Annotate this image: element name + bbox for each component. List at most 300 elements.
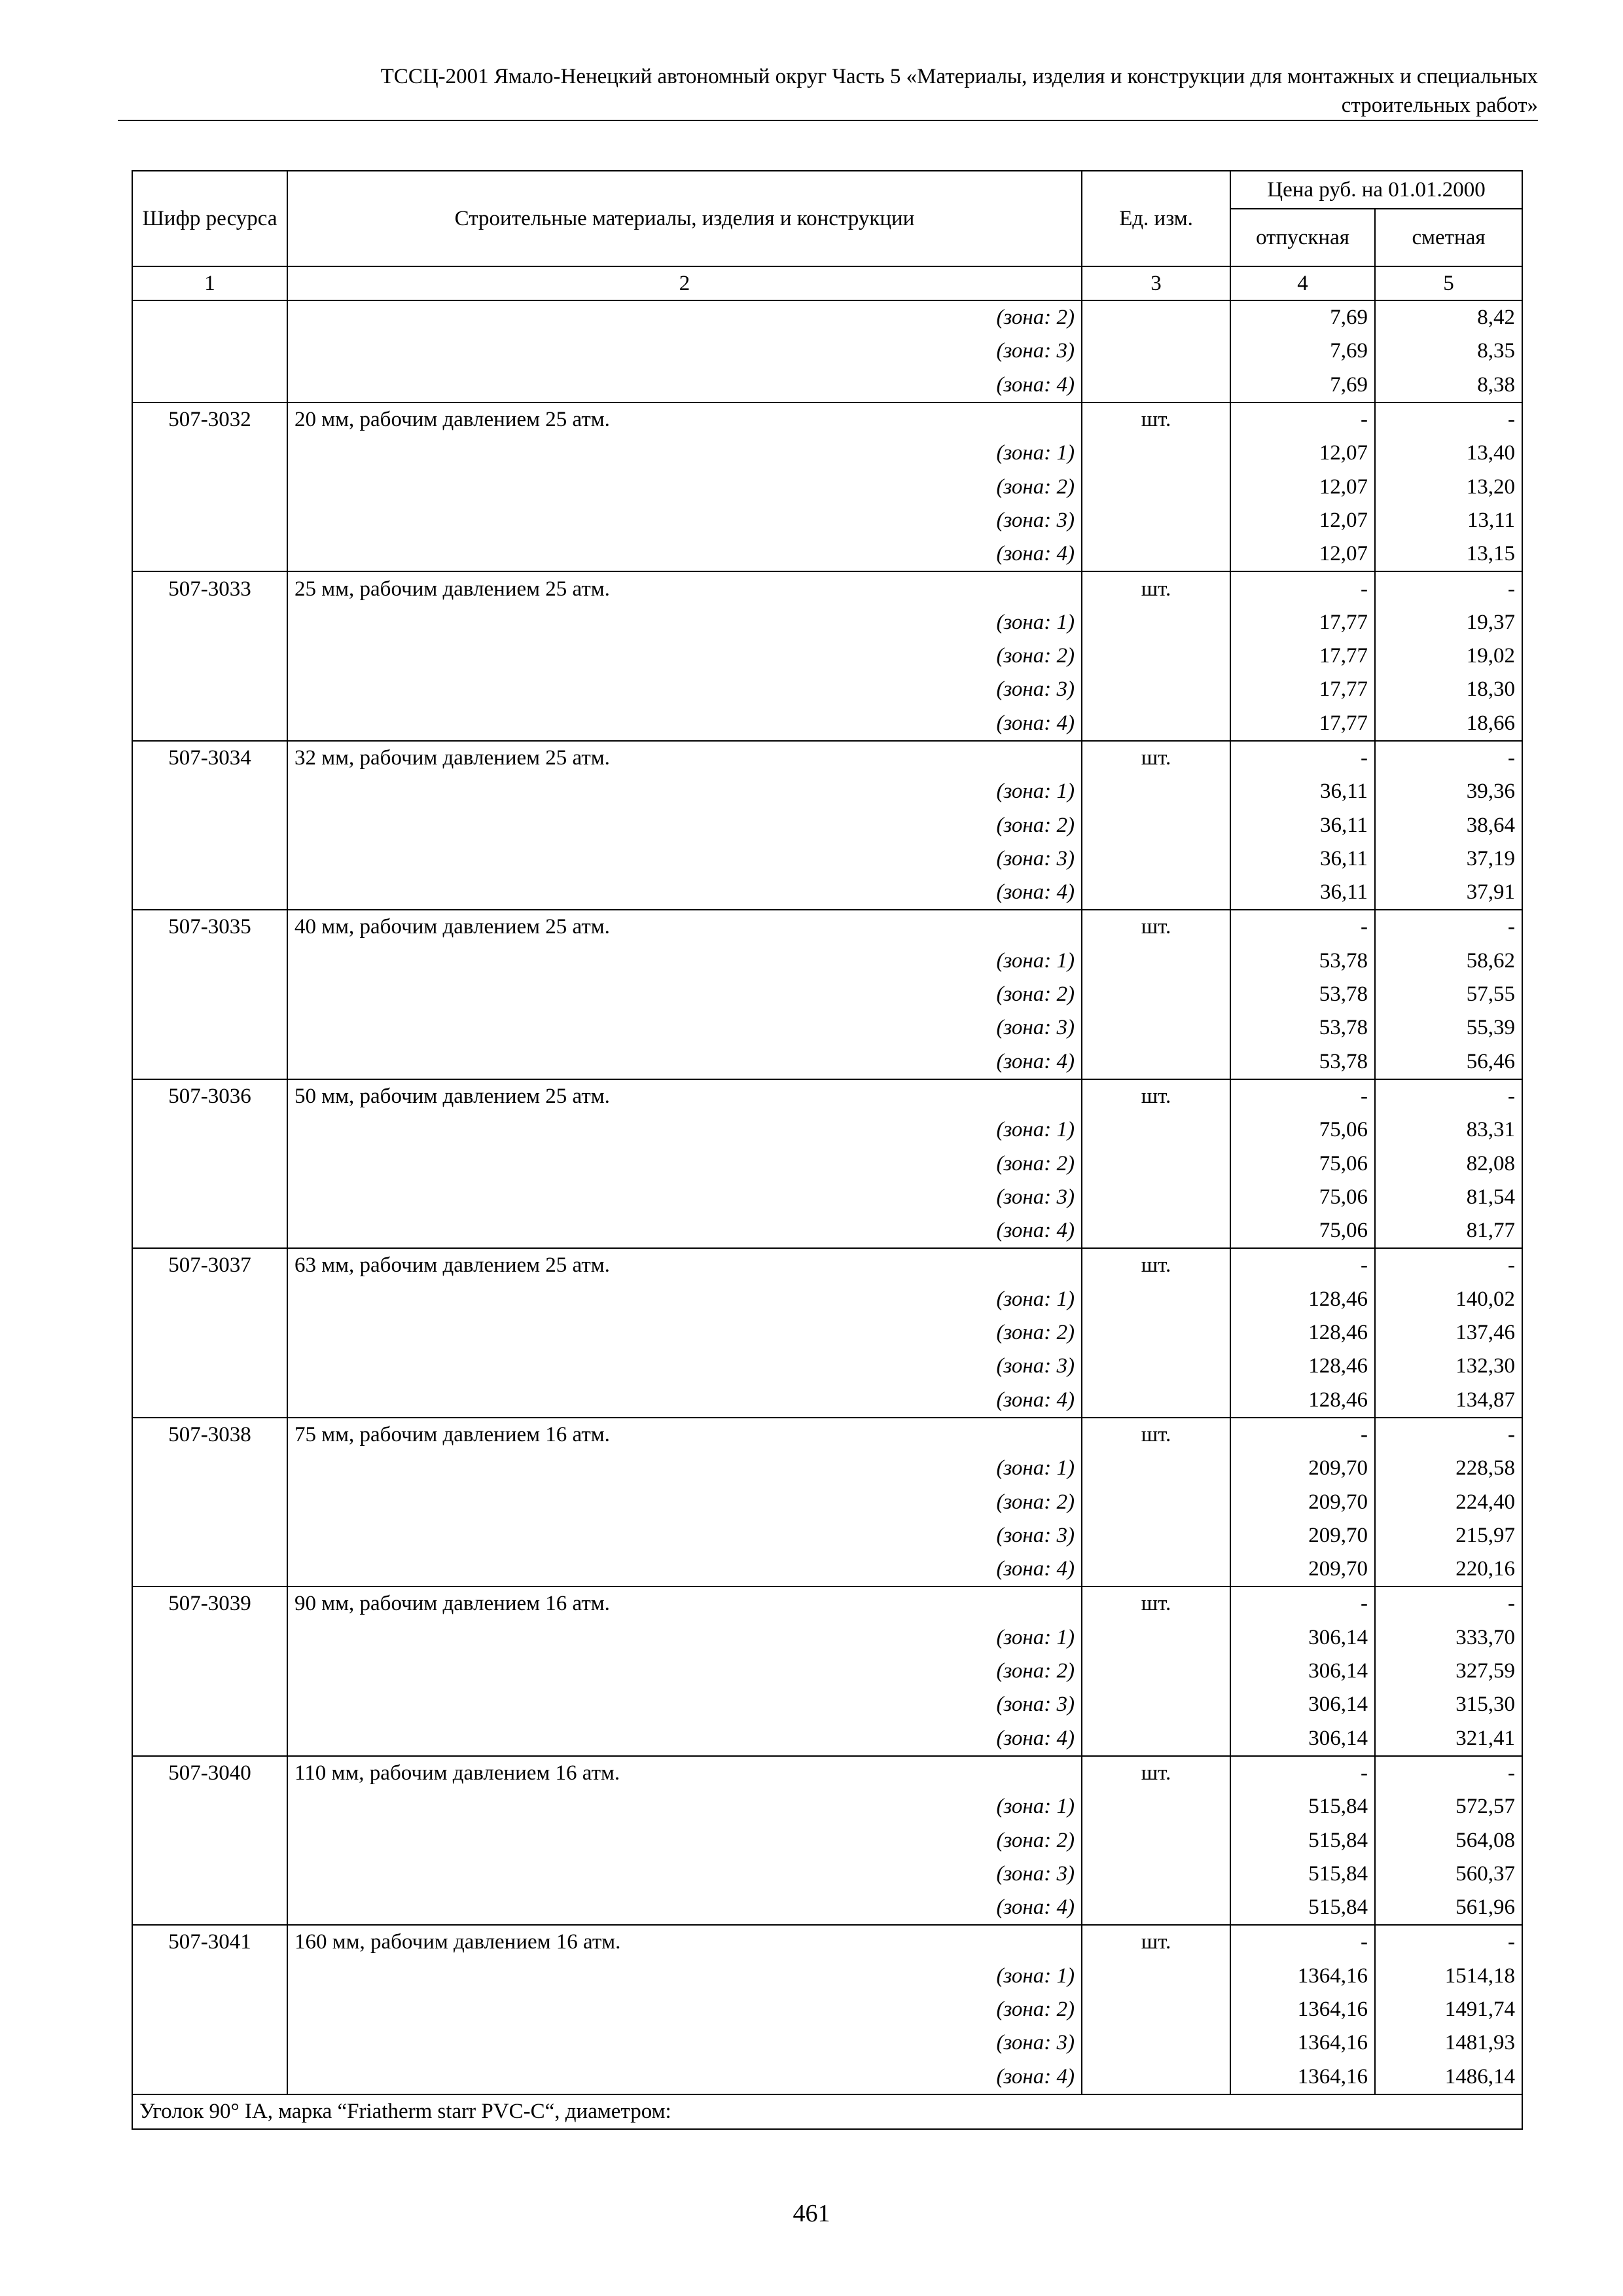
unit-cell xyxy=(1082,775,1230,808)
estimate-price: 39,36 xyxy=(1375,775,1522,808)
unit-cell xyxy=(1082,1045,1230,1079)
release-price: 53,78 xyxy=(1230,1045,1375,1079)
resource-code-cell xyxy=(132,1011,287,1045)
zone-row xyxy=(132,437,1522,470)
zone-row xyxy=(132,504,1522,537)
unit-of-measure: шт. xyxy=(1082,910,1230,944)
release-price: 75,06 xyxy=(1230,1147,1375,1180)
resource-code-cell xyxy=(132,437,287,470)
resource-code-cell xyxy=(132,1283,287,1316)
estimate-price: 134,87 xyxy=(1375,1384,1522,1418)
price-table-body xyxy=(132,300,1522,2129)
resource-code-cell xyxy=(132,1316,287,1350)
estimate-price: 13,11 xyxy=(1375,504,1522,537)
release-price: 128,46 xyxy=(1230,1350,1375,1383)
estimate-price: - xyxy=(1375,403,1522,437)
unit-cell xyxy=(1082,1655,1230,1688)
zone-row xyxy=(132,1552,1522,1587)
zone-label: (зона: 1) xyxy=(287,775,1082,808)
unit-cell xyxy=(1082,1857,1230,1891)
zone-row xyxy=(132,1519,1522,1552)
resource-code-cell xyxy=(132,1721,287,1755)
column-header-materials: Строительные материалы, изделия и конструкции xyxy=(287,171,1082,266)
resource-code-cell xyxy=(132,606,287,639)
estimate-price: 1486,14 xyxy=(1375,2060,1522,2094)
release-price: 1364,16 xyxy=(1230,2026,1375,2060)
header-line-2: строительных работ» xyxy=(1341,94,1538,117)
unit-cell xyxy=(1082,2060,1230,2094)
release-price: - xyxy=(1230,1248,1375,1282)
zone-row xyxy=(132,1283,1522,1316)
unit-of-measure: шт. xyxy=(1082,1925,1230,1959)
estimate-price: 8,38 xyxy=(1375,368,1522,403)
item-description: 50 мм, рабочим давлением 25 атм. xyxy=(287,1079,1082,1113)
item-row xyxy=(132,910,1522,944)
document-header xyxy=(118,62,1538,120)
zone-row xyxy=(132,334,1522,368)
zone-row xyxy=(132,1181,1522,1214)
zone-row xyxy=(132,300,1522,334)
note-row xyxy=(132,2094,1522,2129)
estimate-price: 560,37 xyxy=(1375,1857,1522,1891)
estimate-price: - xyxy=(1375,1587,1522,1621)
zone-label: (зона: 1) xyxy=(287,1621,1082,1655)
item-row xyxy=(132,1756,1522,1790)
estimate-price: 55,39 xyxy=(1375,1011,1522,1045)
release-price: 36,11 xyxy=(1230,808,1375,842)
estimate-price: 81,54 xyxy=(1375,1181,1522,1214)
unit-cell xyxy=(1082,639,1230,673)
zone-label: (зона: 3) xyxy=(287,1350,1082,1383)
zone-label: (зона: 3) xyxy=(287,2026,1082,2060)
resource-code-cell xyxy=(132,1181,287,1214)
item-row xyxy=(132,571,1522,605)
zone-label: (зона: 3) xyxy=(287,1519,1082,1552)
unit-cell xyxy=(1082,1823,1230,1857)
unit-cell xyxy=(1082,1688,1230,1721)
release-price: 128,46 xyxy=(1230,1283,1375,1316)
resource-code-cell xyxy=(132,978,287,1011)
release-price: 17,77 xyxy=(1230,673,1375,706)
release-price: 53,78 xyxy=(1230,978,1375,1011)
resource-code: 507-3037 xyxy=(132,1248,287,1282)
estimate-price: - xyxy=(1375,1079,1522,1113)
resource-code-cell xyxy=(132,944,287,978)
resource-code-cell xyxy=(132,842,287,876)
estimate-price: 18,30 xyxy=(1375,673,1522,706)
resource-code-cell xyxy=(132,1350,287,1383)
zone-label: (зона: 1) xyxy=(287,944,1082,978)
zone-row xyxy=(132,1790,1522,1823)
zone-label: (зона: 3) xyxy=(287,334,1082,368)
zone-label: (зона: 3) xyxy=(287,1688,1082,1721)
release-price: 209,70 xyxy=(1230,1452,1375,1485)
unit-cell xyxy=(1082,944,1230,978)
resource-code-cell xyxy=(132,1519,287,1552)
release-price: 515,84 xyxy=(1230,1891,1375,1925)
release-price: 7,69 xyxy=(1230,368,1375,403)
zone-label: (зона: 3) xyxy=(287,673,1082,706)
zone-label: (зона: 2) xyxy=(287,1655,1082,1688)
unit-cell xyxy=(1082,1621,1230,1655)
resource-code-cell xyxy=(132,1960,287,1993)
unit-cell xyxy=(1082,606,1230,639)
zone-label: (зона: 4) xyxy=(287,1891,1082,1925)
resource-code-cell xyxy=(132,1688,287,1721)
resource-code-cell xyxy=(132,1113,287,1147)
release-price: 17,77 xyxy=(1230,606,1375,639)
resource-code: 507-3034 xyxy=(132,741,287,775)
resource-code: 507-3036 xyxy=(132,1079,287,1113)
estimate-price: - xyxy=(1375,1925,1522,1959)
zone-label: (зона: 1) xyxy=(287,437,1082,470)
release-price: 306,14 xyxy=(1230,1655,1375,1688)
zone-label: (зона: 4) xyxy=(287,707,1082,741)
estimate-price: 19,02 xyxy=(1375,639,1522,673)
unit-cell xyxy=(1082,368,1230,403)
column-header-release: отпускная xyxy=(1230,209,1375,266)
unit-cell xyxy=(1082,1147,1230,1180)
zone-row xyxy=(132,606,1522,639)
unit-cell xyxy=(1082,1384,1230,1418)
zone-row xyxy=(132,978,1522,1011)
estimate-price: 132,30 xyxy=(1375,1350,1522,1383)
release-price: 515,84 xyxy=(1230,1857,1375,1891)
item-description: 20 мм, рабочим давлением 25 атм. xyxy=(287,403,1082,437)
estimate-price: 1514,18 xyxy=(1375,1960,1522,1993)
estimate-price: 37,91 xyxy=(1375,876,1522,910)
zone-label: (зона: 1) xyxy=(287,606,1082,639)
release-price: 12,07 xyxy=(1230,437,1375,470)
zone-row xyxy=(132,1993,1522,2026)
release-price: 515,84 xyxy=(1230,1790,1375,1823)
resource-code-cell xyxy=(132,876,287,910)
resource-code: 507-3040 xyxy=(132,1756,287,1790)
estimate-price: 327,59 xyxy=(1375,1655,1522,1688)
zone-label: (зона: 4) xyxy=(287,2060,1082,2094)
release-price: - xyxy=(1230,571,1375,605)
zone-row xyxy=(132,1147,1522,1180)
release-price: 75,06 xyxy=(1230,1113,1375,1147)
zone-row xyxy=(132,673,1522,706)
zone-row xyxy=(132,2026,1522,2060)
release-price: 1364,16 xyxy=(1230,1993,1375,2026)
release-price: 75,06 xyxy=(1230,1214,1375,1248)
zone-row xyxy=(132,1823,1522,1857)
zone-label: (зона: 4) xyxy=(287,537,1082,571)
estimate-price: 13,15 xyxy=(1375,537,1522,571)
resource-code-cell xyxy=(132,470,287,503)
resource-code-cell xyxy=(132,300,287,334)
unit-of-measure: шт. xyxy=(1082,403,1230,437)
unit-cell xyxy=(1082,1011,1230,1045)
zone-row xyxy=(132,1384,1522,1418)
zone-label: (зона: 2) xyxy=(287,639,1082,673)
resource-code-cell xyxy=(132,1993,287,2026)
resource-code: 507-3033 xyxy=(132,571,287,605)
release-price: 306,14 xyxy=(1230,1688,1375,1721)
zone-row xyxy=(132,876,1522,910)
estimate-price: - xyxy=(1375,1756,1522,1790)
release-price: 515,84 xyxy=(1230,1823,1375,1857)
item-description: 160 мм, рабочим давлением 16 атм. xyxy=(287,1925,1082,1959)
estimate-price: 38,64 xyxy=(1375,808,1522,842)
zone-row xyxy=(132,1655,1522,1688)
zone-label: (зона: 4) xyxy=(287,1214,1082,1248)
release-price: 128,46 xyxy=(1230,1384,1375,1418)
release-price: - xyxy=(1230,1756,1375,1790)
zone-row xyxy=(132,1113,1522,1147)
zone-row xyxy=(132,1316,1522,1350)
estimate-price: - xyxy=(1375,910,1522,944)
zone-label: (зона: 2) xyxy=(287,470,1082,503)
unit-of-measure: шт. xyxy=(1082,1248,1230,1282)
zone-label: (зона: 3) xyxy=(287,842,1082,876)
page-number: 461 xyxy=(793,2200,830,2227)
resource-code-cell xyxy=(132,775,287,808)
release-price: 7,69 xyxy=(1230,300,1375,334)
estimate-price: 572,57 xyxy=(1375,1790,1522,1823)
item-description: 75 мм, рабочим давлением 16 атм. xyxy=(287,1418,1082,1452)
resource-code-cell xyxy=(132,808,287,842)
zone-row xyxy=(132,775,1522,808)
zone-label: (зона: 2) xyxy=(287,300,1082,334)
resource-code-cell xyxy=(132,1823,287,1857)
unit-cell xyxy=(1082,707,1230,741)
release-price: 17,77 xyxy=(1230,639,1375,673)
estimate-price: 37,19 xyxy=(1375,842,1522,876)
unit-cell xyxy=(1082,876,1230,910)
unit-of-measure: шт. xyxy=(1082,1079,1230,1113)
resource-code-cell xyxy=(132,334,287,368)
unit-cell xyxy=(1082,1960,1230,1993)
column-number: 1 xyxy=(132,266,287,300)
estimate-price: 81,77 xyxy=(1375,1214,1522,1248)
unit-cell xyxy=(1082,1721,1230,1755)
release-price: 209,70 xyxy=(1230,1485,1375,1518)
unit-cell xyxy=(1082,2026,1230,2060)
unit-of-measure: шт. xyxy=(1082,1587,1230,1621)
zone-label: (зона: 1) xyxy=(287,1790,1082,1823)
price-table xyxy=(132,170,1523,2130)
zone-row xyxy=(132,842,1522,876)
release-price: 306,14 xyxy=(1230,1721,1375,1755)
release-price: 12,07 xyxy=(1230,470,1375,503)
estimate-price: 57,55 xyxy=(1375,978,1522,1011)
estimate-price: 315,30 xyxy=(1375,1688,1522,1721)
item-description: 25 мм, рабочим давлением 25 атм. xyxy=(287,571,1082,605)
zone-row xyxy=(132,639,1522,673)
zone-label: (зона: 2) xyxy=(287,978,1082,1011)
unit-cell xyxy=(1082,1113,1230,1147)
estimate-price: 56,46 xyxy=(1375,1045,1522,1079)
resource-code-cell xyxy=(132,2026,287,2060)
resource-code-cell xyxy=(132,1485,287,1518)
release-price: - xyxy=(1230,741,1375,775)
release-price: 1364,16 xyxy=(1230,2060,1375,2094)
item-row xyxy=(132,1248,1522,1282)
release-price: - xyxy=(1230,910,1375,944)
resource-code-cell xyxy=(132,639,287,673)
column-header-code: Шифр ресурса xyxy=(132,171,287,266)
release-price: 36,11 xyxy=(1230,842,1375,876)
zone-label: (зона: 3) xyxy=(287,1181,1082,1214)
item-row xyxy=(132,1925,1522,1959)
zone-row xyxy=(132,1485,1522,1518)
resource-code-cell xyxy=(132,537,287,571)
estimate-price: 8,35 xyxy=(1375,334,1522,368)
unit-of-measure: шт. xyxy=(1082,1756,1230,1790)
estimate-price: 140,02 xyxy=(1375,1283,1522,1316)
estimate-price: 561,96 xyxy=(1375,1891,1522,1925)
release-price: 36,11 xyxy=(1230,775,1375,808)
unit-cell xyxy=(1082,1519,1230,1552)
item-description: 90 мм, рабочим давлением 16 атм. xyxy=(287,1587,1082,1621)
unit-cell xyxy=(1082,1552,1230,1587)
unit-cell xyxy=(1082,470,1230,503)
column-number: 3 xyxy=(1082,266,1230,300)
unit-cell xyxy=(1082,1790,1230,1823)
item-row xyxy=(132,741,1522,775)
unit-cell xyxy=(1082,300,1230,334)
resource-code: 507-3041 xyxy=(132,1925,287,1959)
column-number: 5 xyxy=(1375,266,1522,300)
zone-row xyxy=(132,944,1522,978)
resource-code-cell xyxy=(132,2060,287,2094)
unit-cell xyxy=(1082,1316,1230,1350)
estimate-price: 83,31 xyxy=(1375,1113,1522,1147)
unit-cell xyxy=(1082,1283,1230,1316)
estimate-price: 137,46 xyxy=(1375,1316,1522,1350)
release-price: - xyxy=(1230,1079,1375,1113)
column-header-unit: Ед. изм. xyxy=(1082,171,1230,266)
zone-label: (зона: 3) xyxy=(287,504,1082,537)
resource-code-cell xyxy=(132,1857,287,1891)
estimate-price: 13,40 xyxy=(1375,437,1522,470)
unit-cell xyxy=(1082,978,1230,1011)
item-description: 32 мм, рабочим давлением 25 атм. xyxy=(287,741,1082,775)
zone-label: (зона: 4) xyxy=(287,1552,1082,1587)
item-description: 110 мм, рабочим давлением 16 атм. xyxy=(287,1756,1082,1790)
zone-label: (зона: 4) xyxy=(287,876,1082,910)
resource-code-cell xyxy=(132,1790,287,1823)
zone-row xyxy=(132,1688,1522,1721)
zone-row xyxy=(132,537,1522,571)
zone-row xyxy=(132,368,1522,403)
estimate-price: 215,97 xyxy=(1375,1519,1522,1552)
resource-code: 507-3035 xyxy=(132,910,287,944)
zone-label: (зона: 4) xyxy=(287,1721,1082,1755)
resource-code-cell xyxy=(132,368,287,403)
zone-label: (зона: 3) xyxy=(287,1011,1082,1045)
zone-row xyxy=(132,2060,1522,2094)
zone-row xyxy=(132,1045,1522,1079)
unit-cell xyxy=(1082,1891,1230,1925)
unit-cell xyxy=(1082,504,1230,537)
header-rule xyxy=(118,120,1538,121)
column-header-estimate: сметная xyxy=(1375,209,1522,266)
zone-label: (зона: 1) xyxy=(287,1283,1082,1316)
zone-row xyxy=(132,808,1522,842)
unit-cell xyxy=(1082,673,1230,706)
zone-row xyxy=(132,470,1522,503)
estimate-price: 333,70 xyxy=(1375,1621,1522,1655)
estimate-price: 82,08 xyxy=(1375,1147,1522,1180)
resource-code-cell xyxy=(132,707,287,741)
resource-code-cell xyxy=(132,1214,287,1248)
resource-code-cell xyxy=(132,1621,287,1655)
item-row xyxy=(132,403,1522,437)
unit-of-measure: шт. xyxy=(1082,741,1230,775)
column-header-price-group: Цена руб. на 01.01.2000 xyxy=(1230,171,1522,209)
zone-label: (зона: 2) xyxy=(287,1993,1082,2026)
release-price: 306,14 xyxy=(1230,1621,1375,1655)
release-price: 53,78 xyxy=(1230,1011,1375,1045)
unit-of-measure: шт. xyxy=(1082,1418,1230,1452)
unit-cell xyxy=(1082,437,1230,470)
resource-code: 507-3032 xyxy=(132,403,287,437)
price-table-header xyxy=(132,171,1522,300)
release-price: 1364,16 xyxy=(1230,1960,1375,1993)
unit-cell xyxy=(1082,1214,1230,1248)
zone-row xyxy=(132,707,1522,741)
zone-row xyxy=(132,1350,1522,1383)
zone-row xyxy=(132,1011,1522,1045)
release-price: 17,77 xyxy=(1230,707,1375,741)
zone-label: (зона: 1) xyxy=(287,1452,1082,1485)
zone-row xyxy=(132,1214,1522,1248)
unit-cell xyxy=(1082,334,1230,368)
unit-cell xyxy=(1082,537,1230,571)
zone-label: (зона: 1) xyxy=(287,1113,1082,1147)
estimate-price: 13,20 xyxy=(1375,470,1522,503)
zone-label: (зона: 2) xyxy=(287,1485,1082,1518)
unit-cell xyxy=(1082,842,1230,876)
resource-code: 507-3039 xyxy=(132,1587,287,1621)
zone-label: (зона: 2) xyxy=(287,808,1082,842)
resource-code-cell xyxy=(132,1452,287,1485)
zone-row xyxy=(132,1621,1522,1655)
zone-label: (зона: 4) xyxy=(287,1384,1082,1418)
resource-code-cell xyxy=(132,673,287,706)
release-price: - xyxy=(1230,1587,1375,1621)
resource-code-cell xyxy=(132,1147,287,1180)
zone-label: (зона: 3) xyxy=(287,1857,1082,1891)
zone-label: (зона: 2) xyxy=(287,1823,1082,1857)
zone-row xyxy=(132,1452,1522,1485)
item-row xyxy=(132,1587,1522,1621)
estimate-price: 564,08 xyxy=(1375,1823,1522,1857)
release-price: - xyxy=(1230,1418,1375,1452)
column-number: 2 xyxy=(287,266,1082,300)
zone-row xyxy=(132,1960,1522,1993)
release-price: 75,06 xyxy=(1230,1181,1375,1214)
zone-label: (зона: 4) xyxy=(287,368,1082,403)
estimate-price: 1491,74 xyxy=(1375,1993,1522,2026)
unit-cell xyxy=(1082,1350,1230,1383)
resource-code-cell xyxy=(132,1891,287,1925)
resource-code: 507-3038 xyxy=(132,1418,287,1452)
release-price: 12,07 xyxy=(1230,504,1375,537)
resource-code-cell xyxy=(132,1655,287,1688)
resource-code-cell xyxy=(132,1384,287,1418)
item-row xyxy=(132,1079,1522,1113)
unit-of-measure: шт. xyxy=(1082,571,1230,605)
release-price: 36,11 xyxy=(1230,876,1375,910)
zone-row xyxy=(132,1891,1522,1925)
resource-code-cell xyxy=(132,504,287,537)
header-line-1: ТССЦ-2001 Ямало-Ненецкий автономный округ Часть 5 «Материалы, изделия и конструкции для монтажных и специальных xyxy=(380,65,1538,88)
